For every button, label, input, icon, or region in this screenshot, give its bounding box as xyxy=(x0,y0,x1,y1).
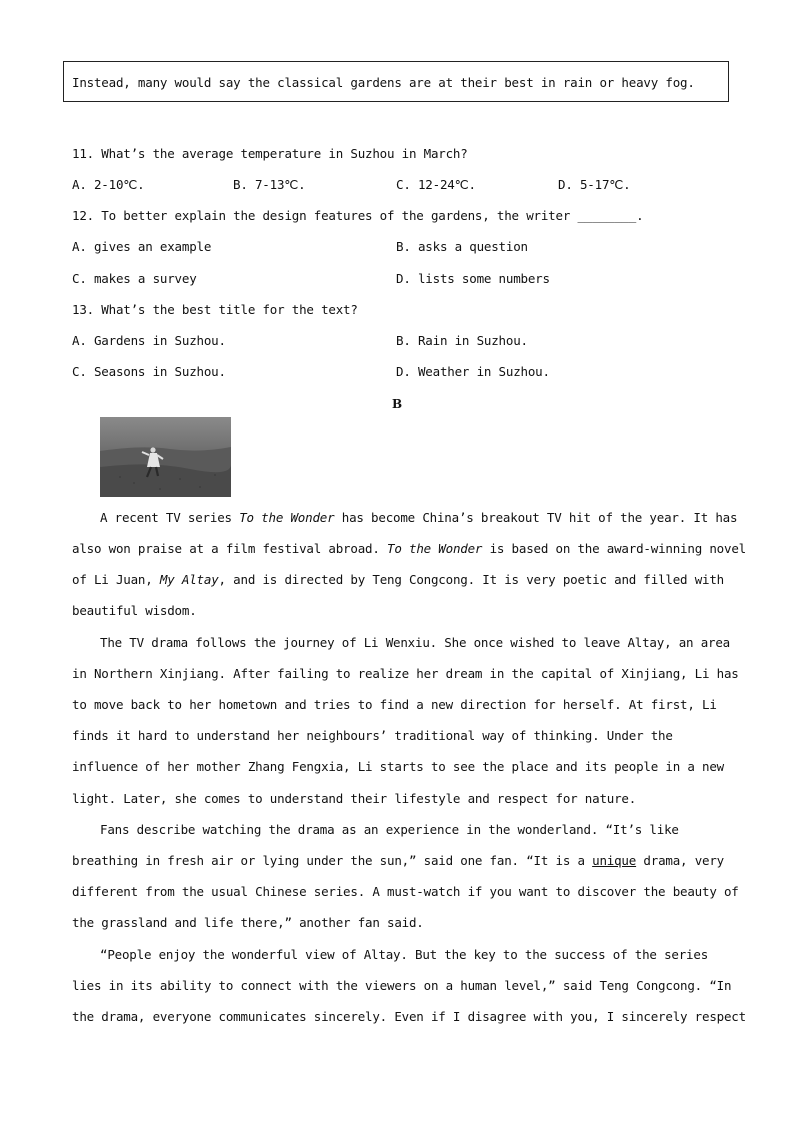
question-11-stem: 11. What’s the average temperature in Suzhou in March? xyxy=(72,146,468,161)
question-11-option-b: B. 7-13℃. xyxy=(233,177,306,192)
paragraph-2-line-6: light. Later, she comes to understand their lifestyle and respect for nature. xyxy=(72,791,637,806)
series-title: To the Wonder xyxy=(387,541,483,556)
question-11-option-d: D. 5-17℃. xyxy=(558,177,631,192)
question-12-option-b: B. asks a question xyxy=(396,239,528,254)
section-heading: B xyxy=(392,397,402,411)
grassland-photo xyxy=(100,417,231,497)
paragraph-2-line-1: The TV drama follows the journey of Li Wenxiu. She once wished to leave Altay, an area xyxy=(100,635,731,650)
paragraph-3-line-3: different from the usual Chinese series. A must-watch if you want to discover the beauty of xyxy=(72,884,739,899)
question-11-option-c: C. 12-24℃. xyxy=(396,177,476,192)
novel-title: My Altay xyxy=(159,572,219,587)
paragraph-4-line-3: the drama, everyone communicates sincerely. Even if I disagree with you, I sincerely respect xyxy=(72,1009,746,1024)
paragraph-2-line-3: to move back to her hometown and tries to find a new direction for herself. At first, Li xyxy=(72,697,717,712)
paragraph-3-line-1: Fans describe watching the drama as an experience in the wonderland. “It’s like xyxy=(100,822,679,837)
question-12-option-a: A. gives an example xyxy=(72,239,212,254)
question-13-option-a: A. Gardens in Suzhou. xyxy=(72,333,226,348)
paragraph-3-line-2: breathing in fresh air or lying under the sun,” said one fan. “It is a unique drama, very xyxy=(72,853,725,868)
question-13-option-d: D. Weather in Suzhou. xyxy=(396,364,550,379)
paragraph-4-line-2: lies in its ability to connect with the viewers on a human level,” said Teng Congcong. “In xyxy=(72,978,732,993)
paragraph-1-line-1: A recent TV series To the Wonder has become China’s breakout TV hit of the year. It has xyxy=(100,510,738,525)
question-13-option-b: B. Rain in Suzhou. xyxy=(396,333,528,348)
question-13-option-c: C. Seasons in Suzhou. xyxy=(72,364,226,379)
paragraph-1-line-4: beautiful wisdom. xyxy=(72,603,197,618)
question-12-option-c: C. makes a survey xyxy=(72,271,197,286)
question-12-stem: 12. To better explain the design features of the gardens, the writer ________. xyxy=(72,208,644,223)
underlined-word: unique xyxy=(592,853,637,868)
question-11-option-a: A. 2-10℃. xyxy=(72,177,145,192)
paragraph-2-line-5: influence of her mother Zhang Fengxia, Li starts to see the place and its people in a new xyxy=(72,759,724,774)
paragraph-1-line-3: of Li Juan, My Altay, and is directed by Teng Congcong. It is very poetic and filled with xyxy=(72,572,725,587)
paragraph-2-line-4: finds it hard to understand her neighbours’ traditional way of thinking. Under the xyxy=(72,728,673,743)
paragraph-1-line-2: also won praise at a film festival abroad. To the Wonder is based on the award-winning novel xyxy=(72,541,746,556)
question-12-option-d: D. lists some numbers xyxy=(396,271,550,286)
question-13-stem: 13. What’s the best title for the text? xyxy=(72,302,358,317)
passage-excerpt-text: Instead, many would say the classical gardens are at their best in rain or heavy fog. xyxy=(72,75,695,90)
grassland-runner-illustration xyxy=(100,417,231,497)
paragraph-4-line-1: “People enjoy the wonderful view of Altay. But the key to the success of the series xyxy=(100,947,709,962)
paragraph-3-line-4: the grassland and life there,” another fan said. xyxy=(72,915,424,930)
passage-excerpt-box xyxy=(63,61,729,102)
paragraph-2-line-2: in Northern Xinjiang. After failing to realize her dream in the capital of Xinjiang, Li has xyxy=(72,666,739,681)
series-title: To the Wonder xyxy=(239,510,335,525)
